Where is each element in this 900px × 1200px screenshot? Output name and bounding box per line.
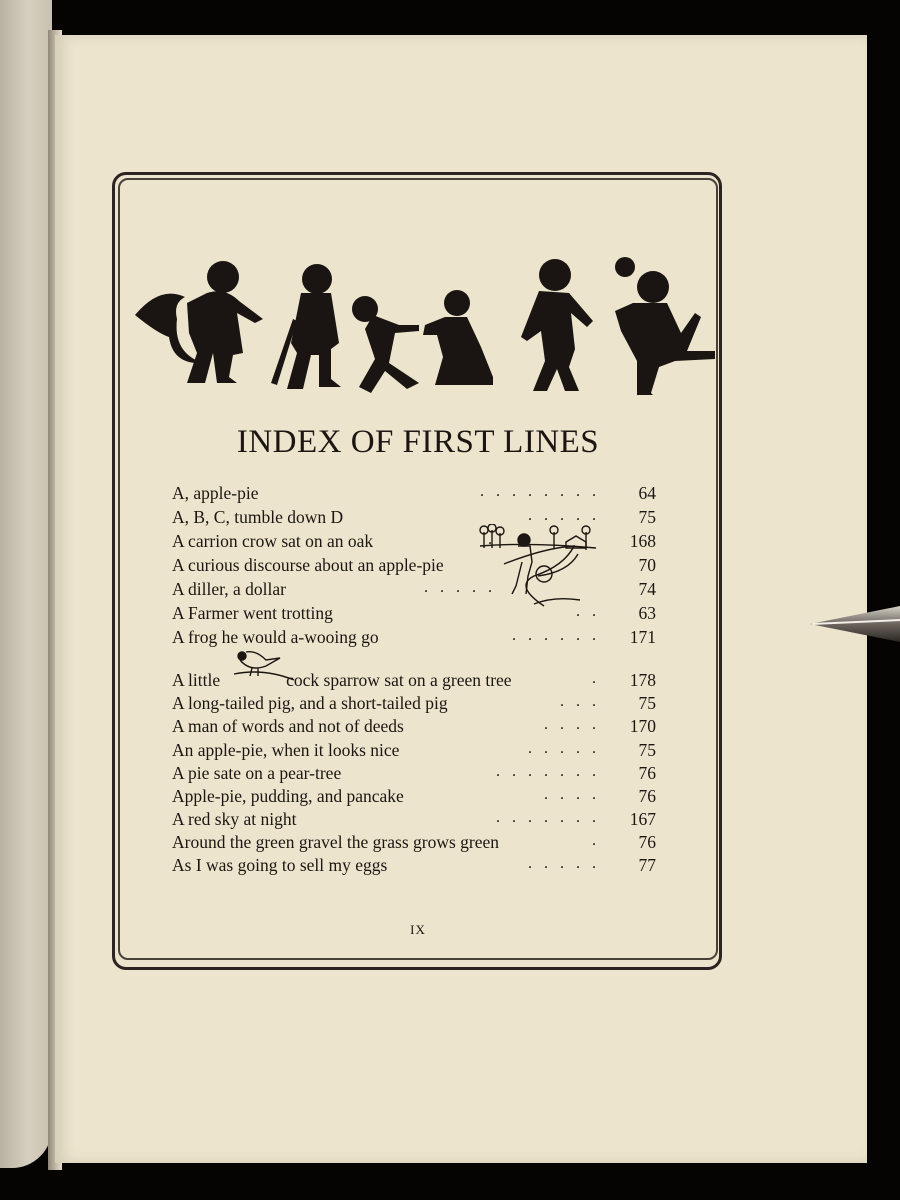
index-entry <box>172 763 656 787</box>
facing-page-edge <box>0 0 52 1168</box>
leader-dots: . . . . <box>544 716 600 733</box>
entry-text: A red sky at night <box>172 809 297 829</box>
leader-dots: . <box>592 832 600 849</box>
index-entry <box>172 483 656 507</box>
index-entry <box>172 786 656 810</box>
entry-text: As I was going to sell my eggs <box>172 855 388 875</box>
entry-text-split <box>172 670 512 691</box>
index-title: INDEX OF FIRST LINES <box>236 424 600 460</box>
entry-text: Around the green gravel the grass grows green <box>172 832 500 852</box>
silhouette-tug-of-war <box>352 290 493 393</box>
index-entry <box>172 855 656 879</box>
entry-text: An apple-pie, when it looks nice <box>172 740 400 760</box>
silhouette-child-stick <box>271 264 341 389</box>
index-entry <box>172 832 656 856</box>
entry-page: 70 <box>638 555 656 575</box>
leader-dots: . . . . . . <box>512 627 600 644</box>
leader-dots: . <box>592 670 600 687</box>
entry-text: A curious discourse about an apple-pie <box>172 555 444 575</box>
leader-dots: . . . . <box>544 786 600 803</box>
entry-page: 64 <box>638 483 656 503</box>
leader-dots: . . . . . <box>528 507 600 524</box>
leader-dots: . . . . . . . <box>496 763 600 780</box>
entry-page: 63 <box>638 603 656 623</box>
silhouette-monkey-child <box>135 261 263 383</box>
entry-page: 167 <box>629 809 656 829</box>
index-entry <box>172 693 656 717</box>
entry-page: 76 <box>638 832 656 852</box>
page-folio: IX <box>410 922 426 937</box>
leader-dots: . <box>488 531 496 548</box>
entry-page: 178 <box>629 670 656 690</box>
silhouette-child-standing <box>521 259 593 391</box>
entry-page: 75 <box>638 507 656 527</box>
index-entry <box>172 740 656 764</box>
leader-dots: . . . . . <box>528 855 600 872</box>
entry-page: 77 <box>638 855 656 875</box>
entry-text: A frog he would a-wooing go <box>172 627 379 647</box>
entry-text-after: cock sparrow sat on a green tree <box>286 670 512 690</box>
entry-text: A pie sate on a pear-tree <box>172 763 342 783</box>
leader-dots: . . . . . . . . <box>480 483 600 500</box>
silhouette-child-kicking <box>615 257 715 395</box>
entry-text: A long-tailed pig, and a short-tailed pig <box>172 693 448 713</box>
leader-dots: . . <box>576 603 600 620</box>
leader-dots: . . . . . . . <box>496 809 600 826</box>
leader-dots: . . . <box>560 693 600 710</box>
entry-text: A Farmer went trotting <box>172 603 333 623</box>
entry-text: A diller, a dollar <box>172 579 286 599</box>
pen-tip <box>808 602 900 644</box>
children-silhouette-frieze <box>125 245 715 395</box>
entry-text: A carrion crow sat on an oak <box>172 531 374 551</box>
entry-page: 170 <box>629 716 656 736</box>
index-entry <box>172 716 656 740</box>
index-entry <box>172 809 656 833</box>
entry-page: 74 <box>638 579 656 599</box>
entry-page: 75 <box>638 740 656 760</box>
entry-page: 171 <box>629 627 656 647</box>
entry-text: A, B, C, tumble down D <box>172 507 344 527</box>
entry-text-before: A little <box>172 670 221 690</box>
entry-text: A, apple-pie <box>172 483 259 503</box>
child-with-hoop-illustration <box>474 524 604 610</box>
leader-dots: . . . . . <box>528 740 600 757</box>
entry-page: 168 <box>629 531 656 551</box>
entry-text: Apple-pie, pudding, and pancake <box>172 786 404 806</box>
entry-page: 76 <box>638 786 656 806</box>
leader-dots: . . . . . <box>424 579 496 596</box>
entry-page: 75 <box>638 693 656 713</box>
sparrow-illustration <box>232 646 296 686</box>
entry-text: A man of words and not of deeds <box>172 716 404 736</box>
entry-page: 76 <box>638 763 656 783</box>
